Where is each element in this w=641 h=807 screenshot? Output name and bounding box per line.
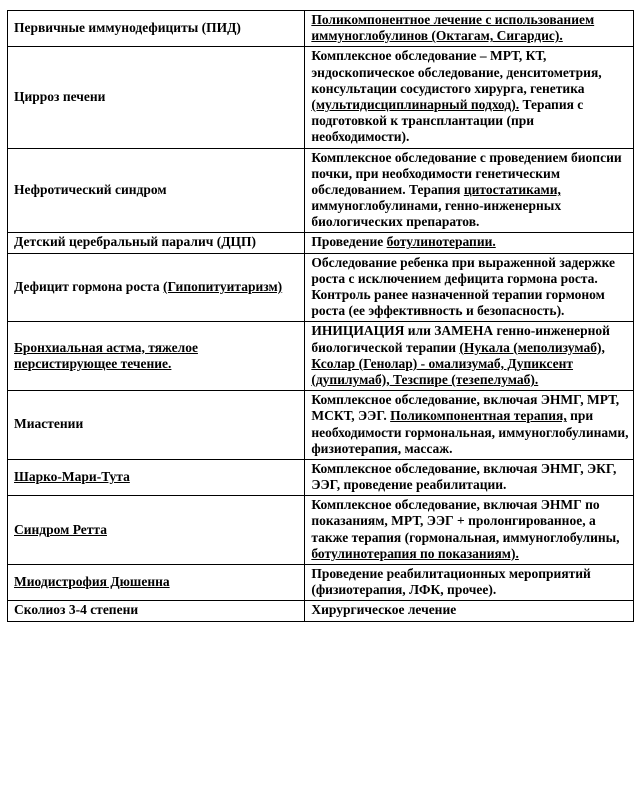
table-row <box>8 496 634 565</box>
condition-cell <box>8 11 305 47</box>
text-segment: Комплексное обследование – МРТ, КТ, эндоскопическое обследование, денситометрия, консультации сосудистого хирурга, генетика <box>311 48 602 96</box>
underlined-text: Миодистрофия Дюшенна <box>14 574 170 590</box>
treatment-cell <box>305 233 634 253</box>
underlined-text: Синдром Ретта <box>14 521 107 537</box>
text-segment: Проведение реабилитационных мероприятий (физиотерапия, ЛФК, прочее). <box>311 566 591 598</box>
condition-cell <box>8 565 305 601</box>
text-segment: Нефротический синдром <box>14 181 167 197</box>
table-row <box>8 148 634 233</box>
condition-cell <box>8 233 305 253</box>
table-row <box>8 233 634 253</box>
table-row <box>8 459 634 495</box>
text-segment: Проведение <box>311 234 387 250</box>
table-row <box>8 47 634 148</box>
treatment-cell <box>305 11 634 47</box>
text-segment: Сколиоз 3-4 степени <box>14 602 139 618</box>
text-segment: при необходимости гормональная, иммуноглобулинами, физиотерапия, массаж. <box>311 408 629 456</box>
underlined-text: Шарко-Мари-Тута <box>14 468 130 484</box>
underlined-text: (Нукала (меполизумаб), Ксолар (Генолар) - омализумаб, Дупиксент (дупилумаб), Тезспире (тезепелумаб). <box>311 339 605 387</box>
treatment-cell <box>305 148 634 233</box>
treatment-cell <box>305 459 634 495</box>
text-segment: Первичные иммунодефициты (ПИД) <box>14 20 241 36</box>
underlined-text: цитостатиками, <box>463 181 561 197</box>
treatment-cell <box>305 601 634 621</box>
condition-cell <box>8 47 305 148</box>
condition-cell <box>8 496 305 565</box>
table-body <box>8 11 634 622</box>
treatment-cell <box>305 391 634 460</box>
text-segment: Терапия с подготовкой к трансплантации (при необходимости). <box>311 96 584 145</box>
underlined-text: ботулинотерапия по показаниям). <box>311 545 519 561</box>
text-segment: ИНИЦИАЦИЯ или ЗАМЕНА генно-инженерной биологической терапии <box>311 323 610 355</box>
condition-cell <box>8 459 305 495</box>
table-row <box>8 11 634 47</box>
treatment-cell <box>305 322 634 391</box>
condition-cell <box>8 601 305 621</box>
underlined-text: ботулинотерапии. <box>386 234 496 250</box>
conditions-table <box>7 10 634 622</box>
underlined-text: Поликомпонентное лечение с использованием иммуноглобулинов (Октагам, Сигардис). <box>311 12 595 44</box>
treatment-cell <box>305 565 634 601</box>
treatment-cell <box>305 47 634 148</box>
text-segment: Обследование ребенка при выраженной задержке роста с исключением дефицита гормона роста. Контроль ранее назначенной терапии гормоном роста (ее эффективность и безопасность). <box>311 254 616 319</box>
table-row <box>8 565 634 601</box>
condition-cell <box>8 253 305 322</box>
condition-cell <box>8 322 305 391</box>
text-segment: Комплексное обследование, включая ЭНМГ, МРТ, МСКТ, ЭЭГ. <box>311 392 620 424</box>
text-segment: иммуноглобулинами, генно-инженерных биологических препаратов. <box>311 198 562 230</box>
text-segment: Комплексное обследование с проведением биопсии почки, при необходимости генетическим обследованием. Терапия <box>311 149 622 197</box>
table-row <box>8 253 634 322</box>
text-segment: Комплексное обследование, включая ЭНМГ по показаниям, МРТ, ЭЭГ + пролонгированное, а также терапия (гормональная, иммуноглобулины, <box>311 497 620 545</box>
text-segment: Детский церебральный паралич (ДЦП) <box>14 234 257 250</box>
underlined-text: Бронхиальная астма, тяжелое персистирующее течение. <box>14 339 198 371</box>
text-segment: Цирроз печени <box>14 88 106 104</box>
table-row <box>8 322 634 391</box>
underlined-text: Поликомпонентная терапия, <box>390 408 567 424</box>
text-segment: Хирургическое лечение <box>311 602 457 618</box>
treatment-cell <box>305 496 634 565</box>
table-row <box>8 391 634 460</box>
treatment-cell <box>305 253 634 322</box>
underlined-text: (мультидисциплинарный подход). <box>311 96 520 112</box>
text-segment: Дефицит гормона роста <box>14 278 163 294</box>
text-segment: Комплексное обследование, включая ЭНМГ, ЭКГ, ЭЭГ, проведение реабилитации. <box>311 460 617 493</box>
table-row <box>8 601 634 621</box>
text-segment: Миастении <box>14 416 84 432</box>
underlined-text: (Гипопитуитаризм) <box>162 278 283 294</box>
condition-cell <box>8 148 305 233</box>
condition-cell <box>8 391 305 460</box>
